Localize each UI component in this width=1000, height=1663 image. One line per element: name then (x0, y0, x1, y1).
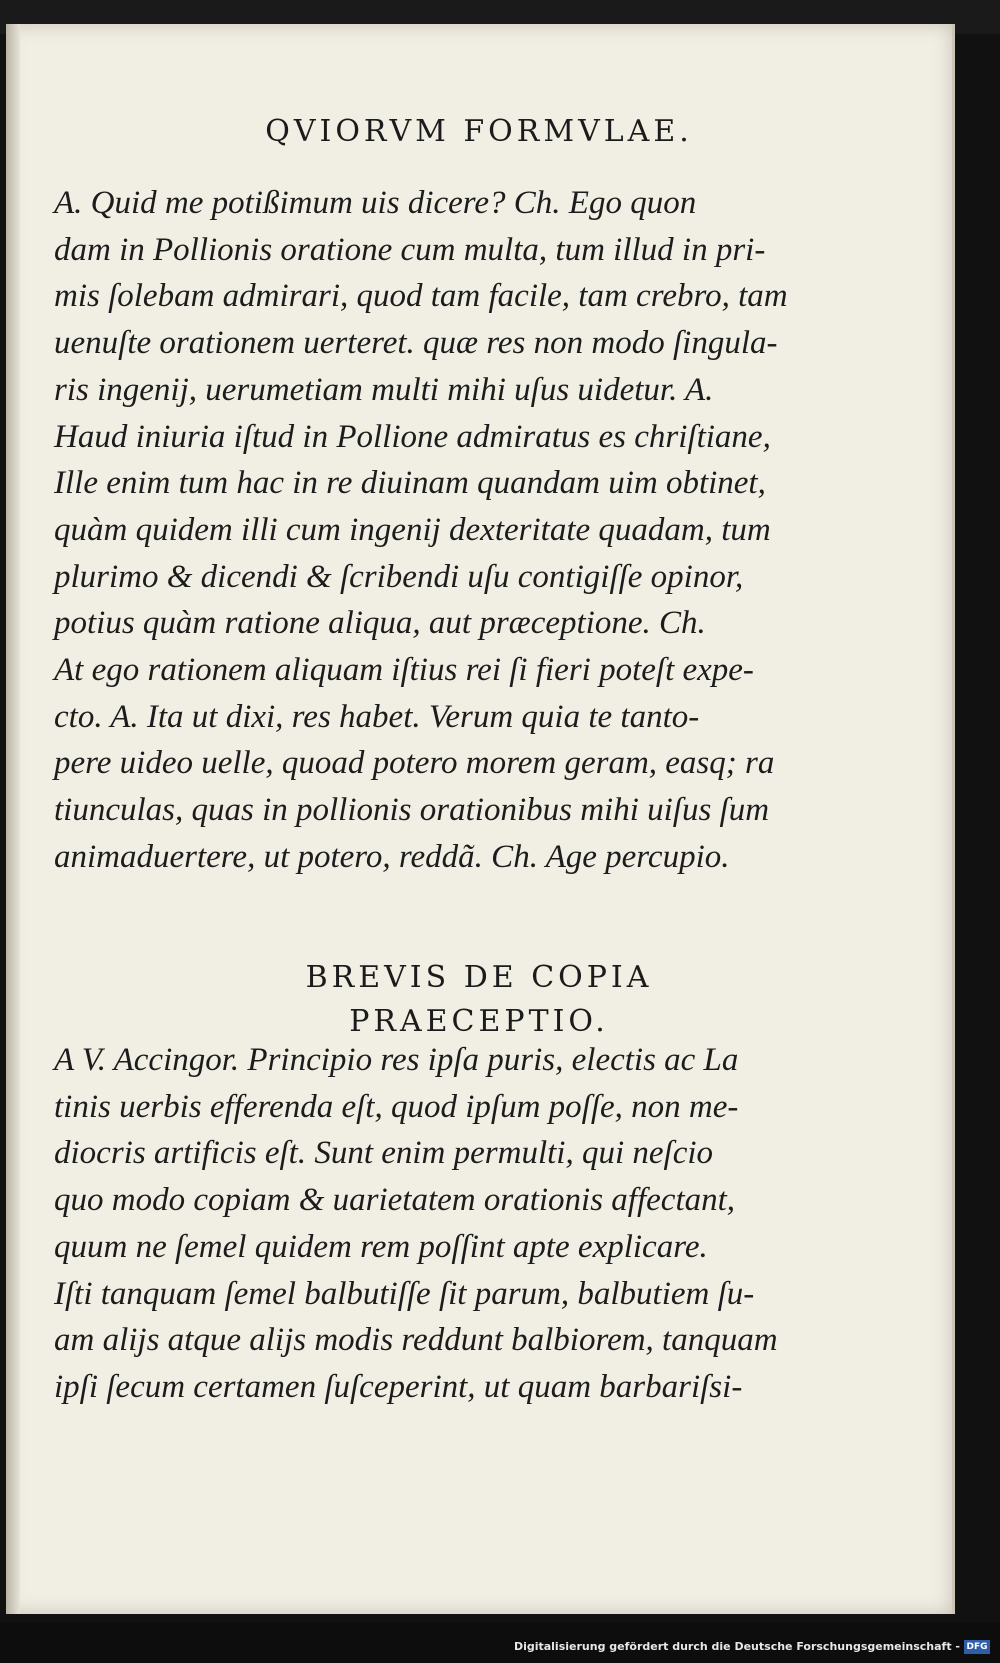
text-line: uenuſte orationem uerteret. quæ res non modo ſingula- (54, 325, 778, 362)
text-line: quum ne ſemel quidem rem poſſint apte explicare. (54, 1228, 708, 1265)
running-head: QVIORVM FORMVLAE. (265, 114, 693, 149)
text-line: dam in Pollionis oratione cum multa, tum illud in pri- (54, 231, 766, 268)
dialogue-block-2 (54, 1037, 824, 1411)
dialogue-block-1 (54, 180, 824, 881)
text-line: quàm quidem illi cum ingenij dexteritate quadam, tum (54, 511, 771, 548)
dfg-logo: DFG (964, 1640, 990, 1654)
text-line: pere uideo uelle, quoad potero morem geram, easq; ra (54, 745, 775, 782)
funding-credit: Digitalisierung gefördert durch die Deutsche Forschungsgemeinschaft - (513, 1640, 960, 1653)
text-line: tinis uerbis efferenda eſt, quod ipſum poſſe, non me- (54, 1088, 739, 1125)
page-binding-shadow (6, 24, 20, 1614)
text-line: A. Quid me potißimum uis dicere? Ch. Ego quon (54, 185, 697, 221)
section-heading-line-1: BREVIS DE COPIA (305, 960, 653, 995)
text-line: am alijs atque alijs modis reddunt balbiorem, tanquam (54, 1322, 778, 1359)
text-line: quo modo copiam & uarietatem orationis affectant, (54, 1182, 736, 1219)
footer-bar (0, 1623, 1000, 1663)
text-line: tiunculas, quas in pollionis orationibus mihi uiſus ſum (54, 792, 770, 829)
text-line: ris ingenij, uerumetiam multi mihi uſus uidetur. A. (54, 371, 714, 408)
text-line: ipſi ſecum certamen ſuſceperint, ut quam barbariſsi- (54, 1368, 743, 1405)
text-line: Iſti tanquam ſemel balbutiſſe ſit parum, balbutiem ſu- (54, 1275, 755, 1312)
text-line: diocris artificis eſt. Sunt enim permulti, qui neſcio (54, 1135, 714, 1172)
section-heading-line-2: PRAECEPTIO. (349, 1004, 609, 1039)
text-line: animaduertere, ut potero, reddã. Ch. Age percupio. (54, 838, 730, 875)
text-line: plurimo & dicendi & ſcribendi uſu contigiſſe opinor, (54, 558, 744, 595)
text-line: Haud iniuria iſtud in Pollione admiratus es chriſtiane, (54, 418, 771, 455)
text-line: cto. A. Ita ut dixi, res habet. Verum quia te tanto- (54, 698, 700, 735)
text-line: At ego rationem aliquam iſtius rei ſi fieri poteſt expe- (54, 652, 754, 689)
book-page (6, 24, 955, 1614)
text-line: potius quàm ratione aliqua, aut præceptione. Ch. (54, 605, 706, 642)
text-line: Ille enim tum hac in re diuinam quandam uim obtinet, (54, 465, 766, 502)
text-line: mis ſolebam admirari, quod tam facile, tam crebro, tam (54, 278, 788, 315)
text-line: A V. Accingor. Principio res ipſa puris, electis ac La (54, 1042, 739, 1078)
